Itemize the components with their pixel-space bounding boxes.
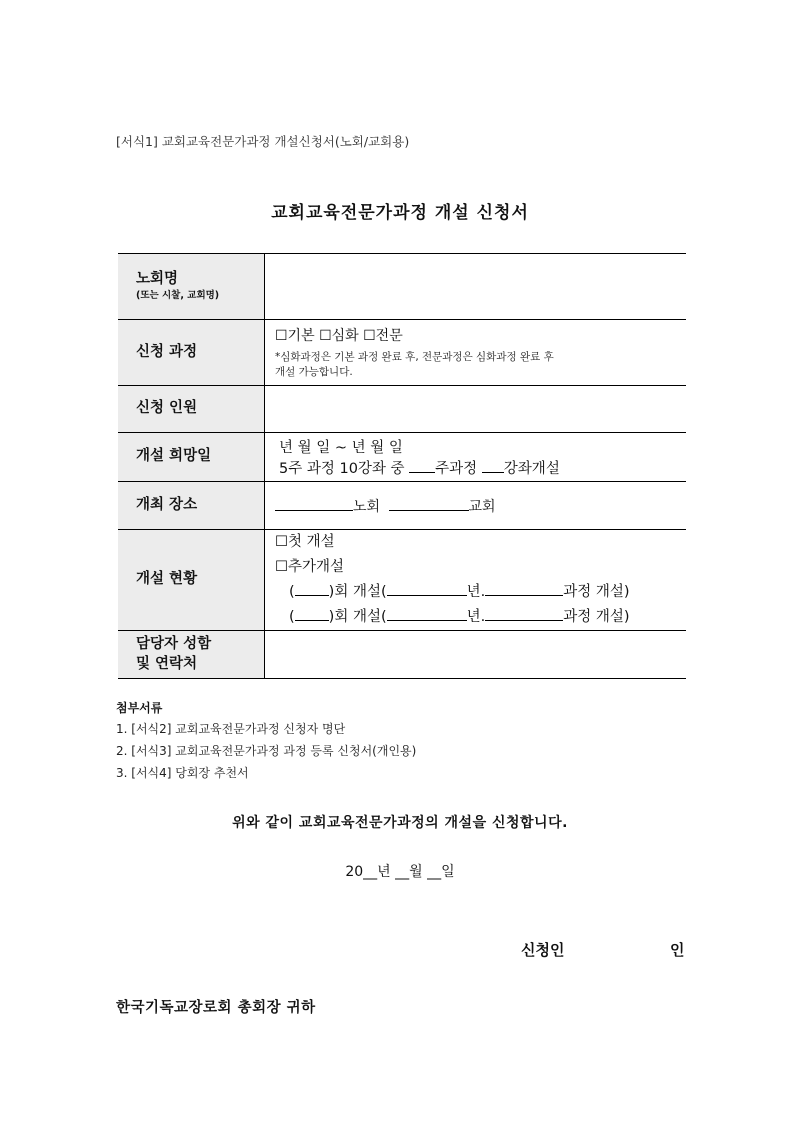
venue-presbytery-blank[interactable]	[275, 497, 353, 511]
history-1-year-blank[interactable]	[387, 582, 467, 596]
contact-field[interactable]	[265, 631, 687, 679]
contact-label-line1: 담당자 성함	[136, 635, 212, 652]
history-2-times-blank[interactable]	[295, 607, 329, 621]
desired-date-field	[265, 433, 687, 482]
seal-label[interactable]: 인	[670, 941, 685, 959]
history-2-year-label: 년.	[466, 609, 486, 625]
application-form-table	[118, 253, 686, 679]
course-lecture-prefix: 5주 과정 10강좌 중	[279, 461, 405, 477]
application-statement: 위와 같이 교회교육전문가과정의 개설을 신청합니다.	[232, 815, 568, 831]
row-attendees	[118, 386, 686, 433]
history-1-open: (	[289, 584, 295, 600]
course-option-basic-checkbox[interactable]: ☐기본	[275, 328, 315, 345]
history-1-times-blank[interactable]	[295, 582, 329, 596]
status-label: 개설 현황	[118, 530, 265, 631]
course-note-line2: 개설 가능합니다.	[275, 366, 353, 378]
attachments-title: 첨부서류	[116, 701, 163, 715]
applicant-label: 신청인	[521, 941, 565, 959]
document-title: 교회교육전문가과정 개설 신청서	[271, 203, 529, 223]
course-option-expert-checkbox[interactable]: ☐전문	[363, 328, 403, 345]
status-field	[265, 530, 687, 631]
history-1-course-blank[interactable]	[485, 582, 563, 596]
desired-date-period[interactable]: 년 월 일 ~ 년 월 일	[279, 440, 403, 456]
course-note-line1: *심화과정은 기본 과정 완료 후, 전문과정은 심화과정 완료 후	[275, 351, 554, 364]
history-2-course-blank[interactable]	[485, 607, 563, 621]
course-label: 신청 과정	[118, 320, 265, 386]
attachment-item: 1. [서식2] 교회교육전문가과정 신청자 명단	[116, 722, 346, 736]
history-1-course-label: 과정 개설)	[563, 584, 630, 600]
row-venue	[118, 482, 686, 530]
lectures-blank[interactable]	[482, 459, 504, 473]
date-line[interactable]: 20__년 __월 __일	[345, 864, 455, 880]
history-2-times-label: )회 개설(	[328, 609, 387, 625]
course-field	[265, 320, 687, 386]
venue-church-suffix: 교회	[468, 498, 496, 515]
history-2-year-blank[interactable]	[387, 607, 467, 621]
attachment-item: 3. [서식4] 당회장 추천서	[116, 766, 249, 780]
contact-label-line2: 및 연락처	[136, 655, 198, 672]
row-course	[118, 320, 686, 386]
venue-church-blank[interactable]	[389, 497, 469, 511]
row-presbytery	[118, 254, 686, 320]
course-option-advanced-checkbox[interactable]: ☐심화	[319, 328, 359, 345]
venue-presbytery-suffix: 노회	[353, 498, 381, 515]
attachment-item: 2. [서식3] 교회교육전문가과정 과정 등록 신청서(개인용)	[116, 744, 417, 758]
history-1-year-label: 년.	[466, 584, 486, 600]
venue-field	[265, 482, 687, 530]
history-2-course-label: 과정 개설)	[563, 609, 630, 625]
attendees-field[interactable]	[265, 386, 687, 433]
weeks-suffix: 주과정	[435, 461, 478, 477]
row-contact	[118, 631, 686, 679]
desired-date-course-line	[275, 457, 686, 478]
weeks-blank[interactable]	[409, 459, 435, 473]
presbytery-field[interactable]	[265, 254, 687, 320]
attendees-label: 신청 인원	[118, 386, 265, 433]
course-options	[275, 325, 686, 345]
presbytery-label-cell	[118, 254, 265, 320]
venue-label: 개최 장소	[118, 482, 265, 530]
recipient-line: 한국기독교장로회 총회장 귀하	[116, 1000, 316, 1016]
row-status	[118, 530, 686, 631]
status-first-checkbox[interactable]: ☐첫 개설	[275, 534, 335, 550]
form-number-tag: [서식1] 교회교육전문가과정 개설신청서(노회/교회용)	[116, 134, 410, 149]
contact-label-cell	[118, 631, 265, 679]
history-1-times-label: )회 개설(	[328, 584, 387, 600]
lectures-suffix: 강좌개설	[503, 461, 560, 477]
desired-date-label: 개설 희망일	[118, 433, 265, 482]
presbytery-sublabel: (또는 시찰, 교회명)	[136, 289, 220, 301]
history-2-open: (	[289, 609, 295, 625]
presbytery-label: 노회명	[136, 271, 179, 288]
status-additional-checkbox[interactable]: ☐추가개설	[275, 559, 345, 575]
row-desired-date	[118, 433, 686, 482]
status-history-row-1	[275, 580, 686, 605]
status-history-row-2	[275, 605, 686, 630]
